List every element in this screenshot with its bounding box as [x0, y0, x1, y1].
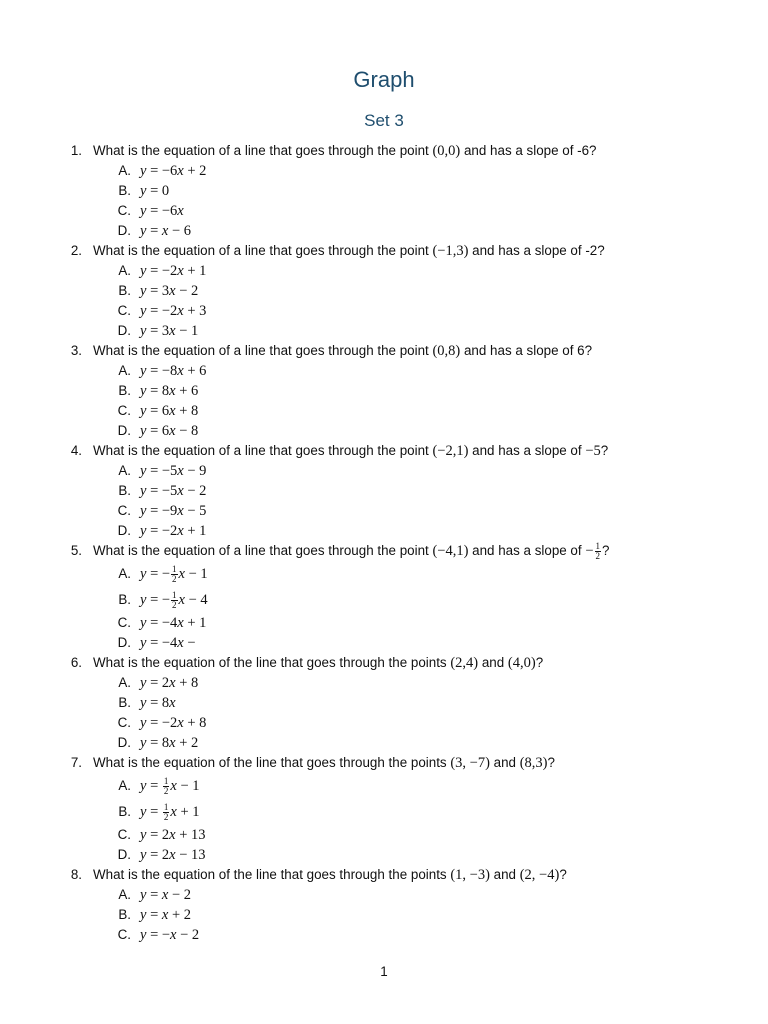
choice-equation: y = − $\frac{1}{2}$ x − 1 — [140, 564, 208, 585]
question-text-segment: and — [489, 867, 520, 882]
math-expression: (8,3) — [519, 755, 548, 771]
answer-choice — [0, 301, 768, 321]
answer-choice — [0, 845, 768, 865]
choice-letter: D. — [117, 635, 131, 650]
choice-equation: y = 6x − 8 — [140, 423, 199, 439]
question-text-segment: What is the equation of a line that goes through the point — [93, 443, 433, 458]
page-number: 1 — [380, 964, 388, 979]
answer-choice — [0, 281, 768, 301]
answer-choice — [0, 381, 768, 401]
answer-choice — [0, 587, 768, 613]
choice-equation: y = 6x + 8 — [140, 403, 199, 419]
answer-choice — [0, 481, 768, 501]
question-text — [93, 541, 609, 561]
question-item — [0, 141, 768, 241]
math-expression: (3, −7) — [450, 755, 490, 771]
choice-equation: y = 8x + 6 — [140, 383, 199, 399]
answer-choice — [0, 885, 768, 905]
answer-choice — [0, 905, 768, 925]
question-text-segment: and has a slope of -2? — [468, 243, 605, 258]
answer-choice — [0, 181, 768, 201]
set-heading: Set 3 — [364, 111, 404, 130]
answer-choice — [0, 733, 768, 753]
question-text-segment: What is the equation of a line that goes through the point — [93, 543, 433, 558]
choice-letter: D. — [117, 323, 131, 338]
choice-letter: B. — [118, 804, 131, 819]
math-expression: (4,0) — [507, 655, 536, 671]
question-text-segment: and has a slope of -6? — [460, 143, 597, 158]
question-text — [93, 241, 605, 261]
question-line — [0, 753, 768, 773]
question-text-segment: What is the equation of a line that goes through the point — [93, 243, 433, 258]
choice-letter: A. — [118, 887, 131, 902]
choice-equation: y = −2x + 1 — [140, 263, 207, 279]
choice-equation: y = −4x + 1 — [140, 615, 207, 631]
choice-letter: D. — [117, 423, 131, 438]
choice-letter: B. — [118, 283, 131, 298]
choice-letter: C. — [117, 615, 131, 630]
fraction: $\frac{1}{2}$ — [595, 541, 601, 562]
choice-equation: y = −2x + 3 — [140, 303, 207, 319]
choice-equation: y = 2x − 13 — [140, 847, 206, 863]
answer-choice — [0, 421, 768, 441]
choice-equation: y = x − 2 — [140, 887, 191, 903]
question-number: 2. — [70, 243, 82, 258]
choice-letter: C. — [117, 403, 131, 418]
answer-choice — [0, 161, 768, 181]
choice-equation: y = 3x − 1 — [140, 323, 199, 339]
choice-equation: y = −2x + 8 — [140, 715, 207, 731]
question-number: 8. — [70, 867, 82, 882]
question-item — [0, 865, 768, 945]
math-expression: (0,8) — [432, 343, 461, 359]
question-text-segment: What is the equation of a line that goes through the point — [93, 143, 433, 158]
question-line — [0, 141, 768, 161]
choice-equation: y = x − 6 — [140, 223, 191, 239]
question-text — [93, 341, 592, 361]
question-text-segment: and — [489, 755, 520, 770]
question-text — [93, 865, 567, 885]
question-item — [0, 753, 768, 865]
question-number: 6. — [70, 655, 82, 670]
fraction: $\frac{1}{2}$ — [172, 564, 177, 585]
question-text-segment: What is the equation of the line that goes through the points — [93, 755, 451, 770]
answer-choice — [0, 713, 768, 733]
answer-choice — [0, 261, 768, 281]
question-text — [93, 441, 608, 461]
choice-equation: y = −6x — [140, 203, 184, 219]
choice-letter: C. — [117, 503, 131, 518]
question-line — [0, 341, 768, 361]
question-item — [0, 541, 768, 653]
question-text — [93, 141, 597, 161]
question-item — [0, 341, 768, 441]
choice-equation: y = −8x + 6 — [140, 363, 207, 379]
choice-equation: y = 3x − 2 — [140, 283, 199, 299]
answer-choice — [0, 361, 768, 381]
choice-letter: C. — [117, 927, 131, 942]
question-item — [0, 441, 768, 541]
math-expression: −5 — [585, 443, 601, 459]
math-expression: (−1,3) — [432, 243, 469, 259]
question-text — [93, 753, 555, 773]
answer-choice — [0, 825, 768, 845]
question-text-segment: What is the equation of a line that goes through the point — [93, 343, 433, 358]
choice-letter: B. — [118, 695, 131, 710]
choice-letter: C. — [117, 827, 131, 842]
answer-choice — [0, 201, 768, 221]
choice-letter: A. — [118, 566, 131, 581]
choice-equation: y = −6x + 2 — [140, 163, 207, 179]
choice-letter: B. — [118, 592, 131, 607]
question-text-segment: ? — [602, 543, 610, 558]
question-line — [0, 541, 768, 561]
question-number: 7. — [70, 755, 82, 770]
choice-letter: A. — [118, 675, 131, 690]
question-text-segment: ? — [559, 867, 567, 882]
answer-choice — [0, 561, 768, 587]
question-number: 1. — [70, 143, 82, 158]
choice-equation: y = 8x + 2 — [140, 735, 199, 751]
choice-letter: B. — [118, 483, 131, 498]
math-expression: (2, −4) — [519, 867, 560, 883]
choice-letter: C. — [117, 303, 131, 318]
question-text-segment: and has a slope of 6? — [460, 343, 593, 358]
math-expression: (0,0) — [432, 143, 461, 159]
question-text-segment: and has a slope of — [468, 443, 586, 458]
question-number: 3. — [70, 343, 82, 358]
document-title: Graph — [353, 67, 415, 92]
fraction: $\frac{1}{2}$ — [172, 590, 177, 611]
question-number: 4. — [70, 443, 82, 458]
question-line — [0, 241, 768, 261]
question-text-segment: ? — [547, 755, 555, 770]
answer-choice — [0, 221, 768, 241]
choice-letter: B. — [118, 383, 131, 398]
choice-equation: y = − $\frac{1}{2}$ x − 4 — [140, 590, 208, 611]
fraction: $\frac{1}{2}$ — [163, 776, 169, 797]
choice-letter: A. — [118, 363, 131, 378]
choice-equation: y = x + 2 — [140, 907, 191, 923]
answer-choice — [0, 673, 768, 693]
choice-equation: y = $\frac{1}{2}$ x + 1 — [140, 802, 200, 823]
question-list — [0, 141, 768, 945]
choice-letter: B. — [118, 907, 131, 922]
choice-letter: D. — [117, 223, 131, 238]
choice-letter: A. — [118, 163, 131, 178]
answer-choice — [0, 773, 768, 799]
question-text-segment: ? — [600, 443, 609, 458]
choice-equation: y = −2x + 1 — [140, 523, 207, 539]
question-line — [0, 653, 768, 673]
choice-letter: D. — [117, 847, 131, 862]
choice-letter: D. — [117, 735, 131, 750]
question-text-segment: and has a slope of — [468, 543, 586, 558]
math-expression: − $\frac{1}{2}$ — [585, 541, 601, 562]
choice-equation: y = −5x − 2 — [140, 483, 207, 499]
choice-letter: B. — [118, 183, 131, 198]
choice-equation: y = $\frac{1}{2}$ x − 1 — [140, 776, 200, 797]
answer-choice — [0, 925, 768, 945]
answer-choice — [0, 633, 768, 653]
question-text-segment: What is the equation of the line that goes through the points — [93, 655, 451, 670]
answer-choice — [0, 321, 768, 341]
choice-letter: A. — [118, 778, 131, 793]
answer-choice — [0, 401, 768, 421]
question-text-segment: What is the equation of the line that goes through the points — [93, 867, 451, 882]
math-expression: (2,4) — [450, 655, 479, 671]
answer-choice — [0, 501, 768, 521]
question-item — [0, 241, 768, 341]
answer-choice — [0, 613, 768, 633]
choice-equation: y = −4x − — [140, 635, 196, 651]
answer-choice — [0, 799, 768, 825]
choice-letter: A. — [118, 263, 131, 278]
answer-choice — [0, 693, 768, 713]
choice-equation: y = 0 — [140, 183, 170, 199]
answer-choice — [0, 521, 768, 541]
choice-equation: y = −9x − 5 — [140, 503, 207, 519]
question-line — [0, 441, 768, 461]
choice-equation: y = −5x − 9 — [140, 463, 207, 479]
math-expression: (−4,1) — [432, 543, 469, 559]
choice-equation: y = 2x + 13 — [140, 827, 206, 843]
question-item — [0, 653, 768, 753]
question-text-segment: ? — [535, 655, 544, 670]
choice-letter: D. — [117, 523, 131, 538]
question-text-segment: and — [478, 655, 508, 670]
choice-equation: y = −x − 2 — [140, 927, 200, 943]
choice-equation: y = 8x — [140, 695, 176, 711]
fraction: $\frac{1}{2}$ — [163, 802, 169, 823]
question-line — [0, 865, 768, 885]
choice-letter: C. — [117, 715, 131, 730]
answer-choice — [0, 461, 768, 481]
question-number: 5. — [70, 543, 82, 558]
choice-equation: y = 2x + 8 — [140, 675, 199, 691]
math-expression: (1, −3) — [450, 867, 490, 883]
choice-letter: C. — [117, 203, 131, 218]
choice-letter: A. — [118, 463, 131, 478]
question-text — [93, 653, 543, 673]
math-expression: (−2,1) — [432, 443, 469, 459]
